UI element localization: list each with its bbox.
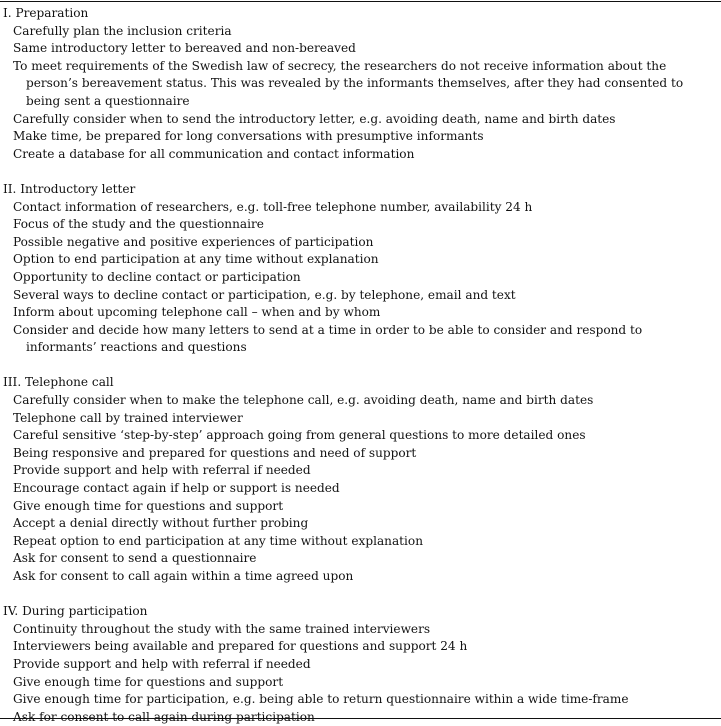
table-content xyxy=(3,5,719,726)
list-item: Make time, be prepared for long conversations with presumptive informants xyxy=(13,129,484,144)
list-item: Give enough time for participation, e.g. being able to return questionnaire within a wide time-frame xyxy=(13,692,629,707)
section-items xyxy=(3,23,719,164)
section-items xyxy=(3,199,719,357)
list-item: Inform about upcoming telephone call – when and by whom xyxy=(13,305,381,320)
list-item: Focus of the study and the questionnaire xyxy=(13,217,264,232)
list-item: Create a database for all communication and contact information xyxy=(13,146,415,161)
section-heading: IV. During participation xyxy=(3,604,148,619)
list-item: Encourage contact again if help or support is needed xyxy=(13,481,340,496)
list-item: Give enough time for questions and support xyxy=(13,498,284,513)
list-item: Repeat option to end participation at any time without explanation xyxy=(13,533,423,548)
bottom-rule xyxy=(0,718,721,719)
list-item: Continuity throughout the study with the same trained interviewers xyxy=(13,621,431,636)
section-heading: I. Preparation xyxy=(3,6,89,20)
list-item: Opportunity to decline contact or participation xyxy=(13,269,301,284)
list-item: Same introductory letter to bereaved and non-bereaved xyxy=(13,41,356,56)
list-item: Possible negative and positive experiences of participation xyxy=(13,234,374,249)
list-item: Ask for consent to send a questionnaire xyxy=(13,551,257,566)
list-item: Consider and decide how many letters to send at a time in order to be able to consider and respond to informants’ reactions and questions xyxy=(13,322,643,355)
list-item: Careful sensitive ‘step-by-step’ approach going from general questions to more detailed ones xyxy=(13,428,586,443)
list-item: Provide support and help with referral if needed xyxy=(13,656,311,671)
top-rule xyxy=(0,1,721,2)
section-during-participation xyxy=(3,603,719,726)
list-item: Several ways to decline contact or participation, e.g. by telephone, email and text xyxy=(13,287,516,302)
list-item: Accept a denial directly without further probing xyxy=(13,516,309,531)
list-item: To meet requirements of the Swedish law of secrecy, the researchers do not receive information about the person’s bereavement status. This was revealed by the informants themselves, after they had consented to being sent a questionnaire xyxy=(13,58,684,108)
list-item: Carefully plan the inclusion criteria xyxy=(13,23,232,38)
list-item: Ask for consent to call again during participation xyxy=(13,709,315,724)
list-item: Carefully consider when to send the introductory letter, e.g. avoiding death, name and birth dates xyxy=(13,111,616,126)
section-preparation xyxy=(3,5,719,163)
list-item: Interviewers being available and prepared for questions and support 24 h xyxy=(13,639,468,654)
list-item: Carefully consider when to make the telephone call, e.g. avoiding death, name and birth dates xyxy=(13,393,594,408)
section-introductory-letter xyxy=(3,181,719,357)
list-item: Telephone call by trained interviewer xyxy=(13,410,243,425)
section-heading: III. Telephone call xyxy=(3,375,114,390)
list-item: Option to end participation at any time without explanation xyxy=(13,252,379,267)
list-item: Contact information of researchers, e.g. toll-free telephone number, availability 24 h xyxy=(13,199,533,214)
section-items xyxy=(3,392,719,586)
section-items xyxy=(3,621,719,726)
section-telephone-call xyxy=(3,374,719,585)
list-item: Being responsive and prepared for questions and need of support xyxy=(13,445,417,460)
list-item: Give enough time for questions and support xyxy=(13,674,284,689)
list-item: Ask for consent to call again within a time agreed upon xyxy=(13,569,354,583)
list-item: Provide support and help with referral if needed xyxy=(13,463,311,478)
section-heading: II. Introductory letter xyxy=(3,181,136,196)
